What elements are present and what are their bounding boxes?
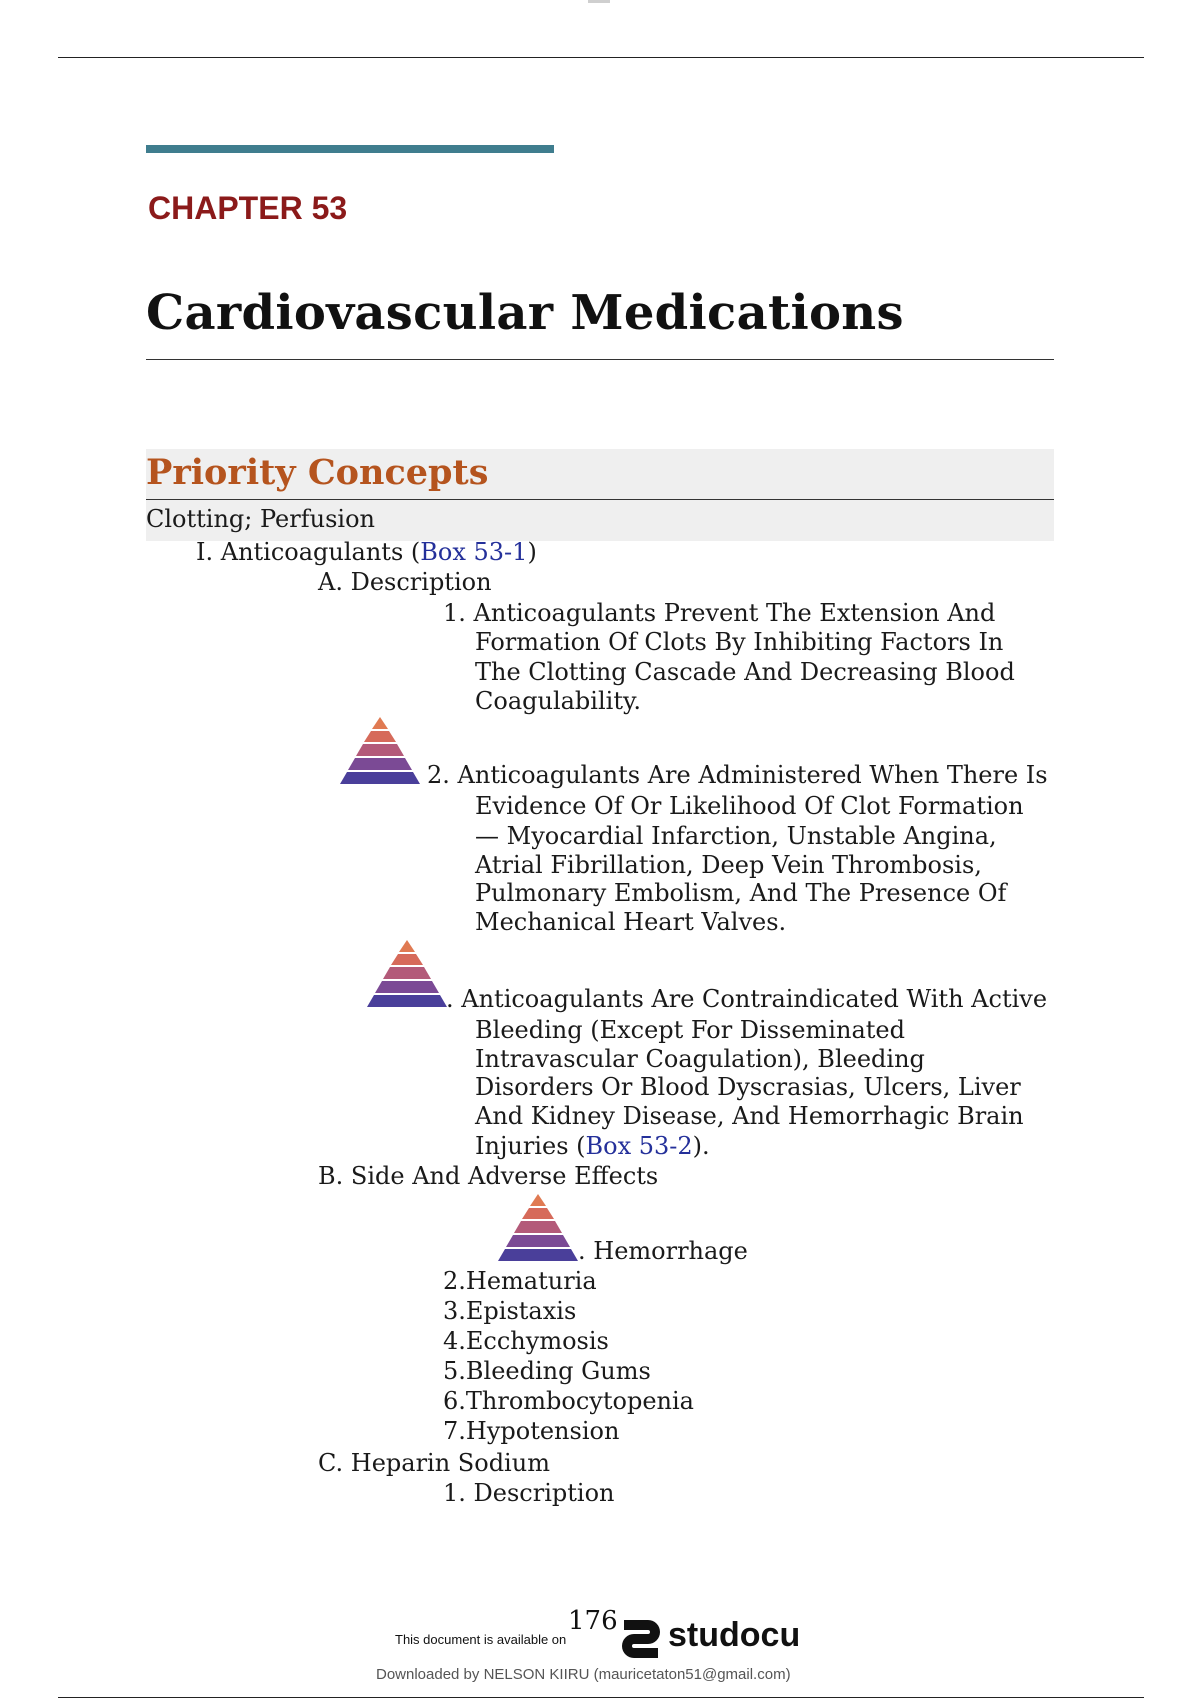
a3-line: Bleeding (Except For Disseminated bbox=[475, 1016, 905, 1044]
box-53-2-link[interactable]: Box 53-2 bbox=[585, 1132, 693, 1160]
b-item: 3.Epistaxis bbox=[443, 1297, 577, 1325]
outline-section-a: A. Description bbox=[318, 568, 492, 596]
b-item: 6.Thrombocytopenia bbox=[443, 1387, 694, 1415]
b-item: 7.Hypotension bbox=[443, 1417, 620, 1445]
a3-last-suffix: ). bbox=[692, 1132, 710, 1160]
priority-pyramid-icon bbox=[498, 1192, 578, 1262]
a1-line: 1. Anticoagulants Prevent The Extension And bbox=[443, 599, 996, 627]
page-number: 176 bbox=[568, 1606, 618, 1636]
a2-line: Pulmonary Embolism, And The Presence Of bbox=[475, 879, 1007, 907]
priority-concepts-heading: Priority Concepts bbox=[146, 452, 489, 493]
outline-section-i bbox=[196, 538, 537, 567]
downloaded-by-text: Downloaded by NELSON KIIRU (mauricetaton51@gmail.com) bbox=[376, 1666, 791, 1683]
studocu-logo-icon bbox=[616, 1614, 666, 1664]
a1-line: Coagulability. bbox=[475, 687, 641, 715]
studocu-brand[interactable]: studocu bbox=[668, 1616, 801, 1654]
b-item: 2.Hematuria bbox=[443, 1267, 597, 1295]
outline-section-c: C. Heparin Sodium bbox=[318, 1449, 550, 1477]
a1-line: The Clotting Cascade And Decreasing Blood bbox=[475, 658, 1015, 686]
box-53-1-link[interactable]: Box 53-1 bbox=[420, 538, 528, 566]
a2-line: Atrial Fibrillation, Deep Vein Thrombosis, bbox=[475, 851, 982, 879]
section-i-suffix: ) bbox=[527, 538, 537, 566]
footer-available-text: This document is available on bbox=[395, 1632, 567, 1647]
outline-section-b: B. Side And Adverse Effects bbox=[318, 1162, 659, 1190]
title-divider bbox=[146, 359, 1054, 360]
a3-line: And Kidney Disease, And Hemorrhagic Brain bbox=[475, 1102, 1024, 1130]
priority-pyramid-icon bbox=[340, 715, 420, 785]
a3-last-line bbox=[475, 1132, 710, 1161]
a2-line: 2. Anticoagulants Are Administered When There Is bbox=[427, 761, 1048, 789]
a3-line: Disorders Or Blood Dyscrasias, Ulcers, Liver bbox=[475, 1073, 1021, 1101]
a3-last-prefix: Injuries ( bbox=[475, 1132, 586, 1160]
page-top-mark bbox=[588, 0, 610, 3]
b-item: 4.Ecchymosis bbox=[443, 1327, 609, 1355]
priority-pyramid-icon bbox=[367, 938, 447, 1008]
priority-concepts-text: Clotting; Perfusion bbox=[146, 505, 375, 533]
chapter-label: CHAPTER 53 bbox=[148, 190, 348, 226]
priority-concepts-divider bbox=[146, 499, 1054, 500]
a1-line: Formation Of Clots By Inhibiting Factors In bbox=[475, 628, 1004, 656]
c1-line: 1. Description bbox=[443, 1479, 615, 1507]
section-i-prefix: I. Anticoagulants ( bbox=[196, 538, 421, 566]
a2-line: Evidence Of Or Likelihood Of Clot Formation bbox=[475, 792, 1024, 820]
chapter-accent-bar bbox=[146, 145, 554, 153]
a2-line: Mechanical Heart Valves. bbox=[475, 908, 787, 936]
top-divider bbox=[58, 57, 1144, 58]
a3-line: Intravascular Coagulation), Bleeding bbox=[475, 1045, 925, 1073]
a3-line: . Anticoagulants Are Contraindicated With Active bbox=[446, 985, 1048, 1013]
b-item: . Hemorrhage bbox=[578, 1237, 748, 1265]
b-item: 5.Bleeding Gums bbox=[443, 1357, 651, 1385]
page-title: Cardiovascular Medications bbox=[146, 285, 904, 341]
bottom-divider bbox=[58, 1697, 1144, 1698]
a2-line: — Myocardial Infarction, Unstable Angina, bbox=[475, 822, 997, 850]
